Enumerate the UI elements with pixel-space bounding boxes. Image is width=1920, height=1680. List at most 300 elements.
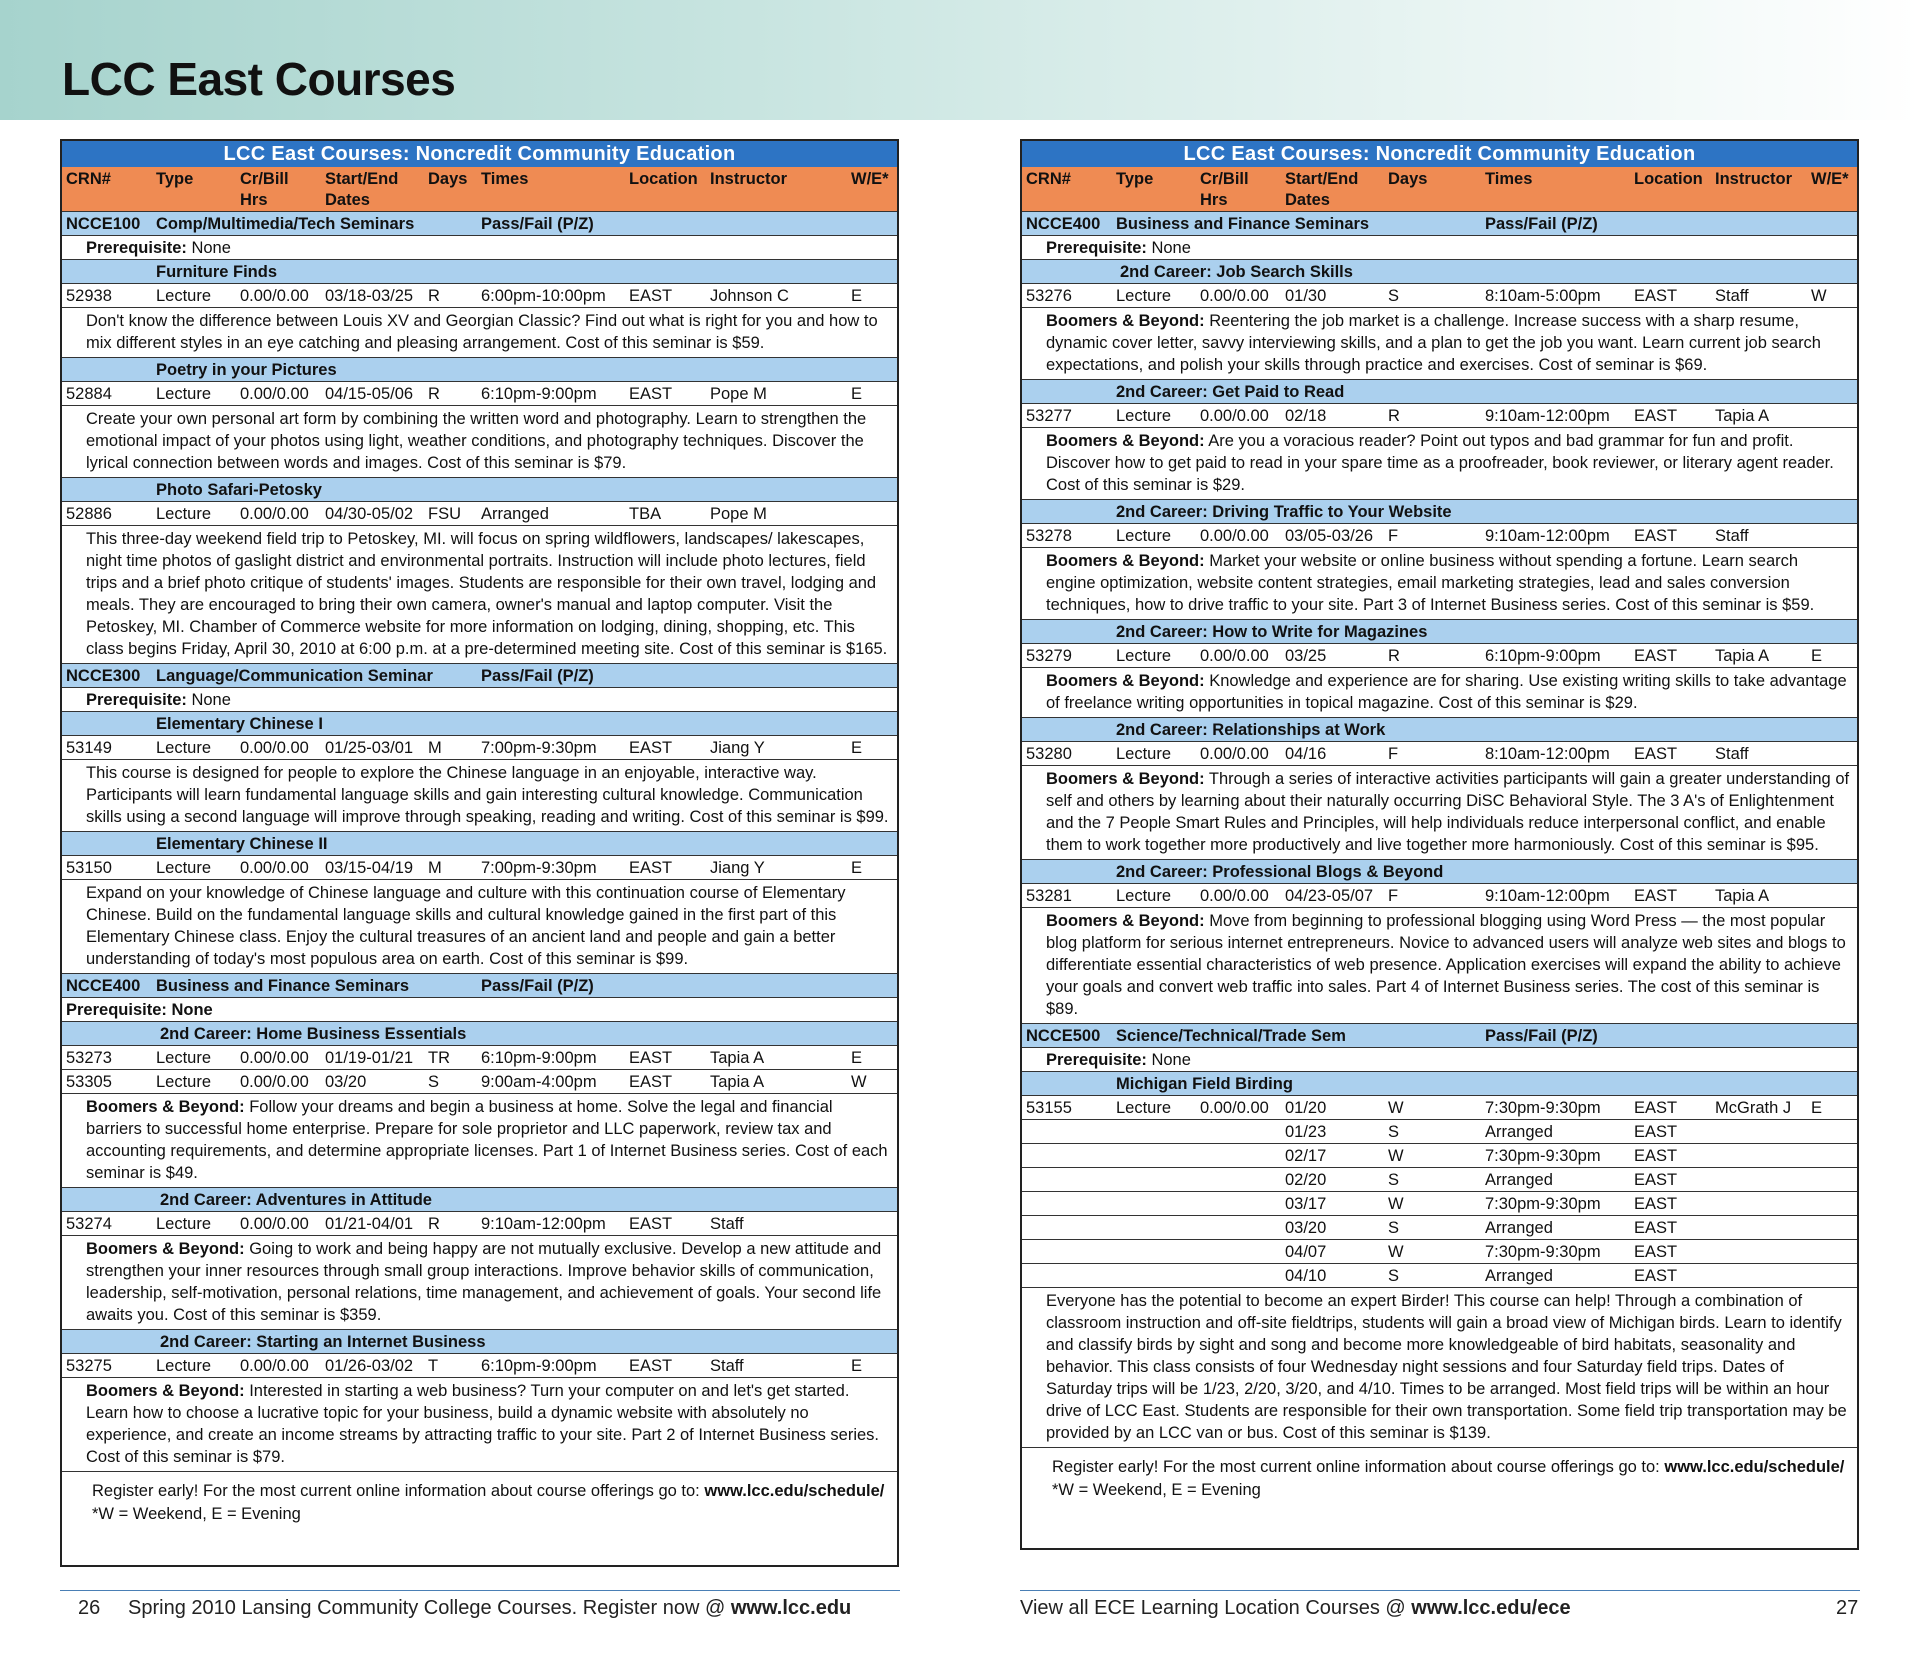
section-title-row [1022,860,1857,884]
crn: 53150 [66,859,112,877]
section-title: Elementary Chinese II [156,835,328,853]
location: EAST [1634,745,1678,763]
prereq-value: None [1151,239,1191,257]
col-crbill: Cr/Bill [240,170,289,188]
hrs: 0.00/0.00 [240,1357,309,1375]
location: EAST [1634,527,1678,545]
dates: 04/10 [1285,1267,1327,1285]
instructor: McGrath J [1715,1099,1792,1117]
we: W [851,1073,867,1091]
prereq-row [1022,1048,1857,1072]
days: R [428,385,440,403]
times: 7:30pm-9:30pm [1485,1195,1601,1213]
section-title: Elementary Chinese I [156,715,323,733]
table-row [1022,644,1857,668]
crn: 53278 [1026,527,1072,545]
days: S [1388,1267,1400,1285]
register-note [62,1472,897,1530]
days: S [1388,1171,1400,1189]
course-description [62,1094,897,1188]
days: M [428,739,442,757]
hrs: 0.00/0.00 [240,505,309,523]
times: 6:10pm-9:00pm [481,385,597,403]
course-description [1022,548,1857,620]
table-row [62,382,897,406]
dates: 02/17 [1285,1147,1327,1165]
days: R [1388,407,1400,425]
location: EAST [1634,887,1678,905]
hrs: 0.00/0.00 [1200,407,1269,425]
session-row [1022,1168,1857,1192]
location: EAST [629,1215,673,1233]
col-crn: CRN# [1026,170,1071,188]
instructor: Jiang Y [710,739,765,757]
description-text: Reentering the job market is a challenge. Increase success with a sharp resume, dynamic cover letter, savvy interviewing skills, and a plan to get the job you want. Learn current job search expectations, and polish your skills through practice and exercises. Cost of seminar is $69. [1046,312,1821,374]
crn: 53305 [66,1073,112,1091]
description-text: Interested in starting a web business? Turn your computer on and let's get started. Learn how to choose a lucrative topic for your business, build a dynamic website with absolutely no experience, and create an income streams by attracting traffic to your site. Part 2 of Internet Business series. Cost of this seminar is $79. [86,1382,879,1466]
dates: 01/20 [1285,1099,1327,1117]
footer-right [1020,1597,1571,1620]
we: E [851,385,863,403]
description-text: Are you a voracious reader? Point out typos and bad grammar for fun and profit. Discover how to get paid to read in your spare time as a proofreader, book reviewer, or literary agent reader. Cost of this seminar is $29. [1046,432,1834,494]
col-type: Type [156,170,194,188]
instructor: Tapia A [710,1049,765,1067]
col-crbill: Cr/Bill [1200,170,1249,188]
course-description [62,1378,897,1472]
dates: 03/18-03/25 [325,287,414,305]
prereq-label: Prerequisite: [1046,1051,1147,1069]
location: EAST [1634,1123,1678,1141]
days: S [1388,1219,1400,1237]
hrs: 0.00/0.00 [1200,527,1269,545]
days: W [1388,1099,1404,1117]
course-name: Business and Finance Seminars [1116,215,1370,233]
dates: 01/19-01/21 [325,1049,414,1067]
crn: 53280 [1026,745,1072,763]
table-row [62,284,897,308]
course-name: Science/Technical/Trade Sem [1116,1027,1346,1045]
boomers-label: Boomers & Beyond: [1046,672,1205,690]
course-row [62,664,897,688]
crn: 53281 [1026,887,1072,905]
type: Lecture [1116,647,1172,665]
dates: 01/30 [1285,287,1327,305]
session-row [1022,1192,1857,1216]
type: Lecture [156,505,212,523]
instructor: Pope M [710,505,767,523]
page-number-right: 27 [1836,1597,1859,1619]
location: EAST [1634,647,1678,665]
times: 6:10pm-9:00pm [1485,647,1601,665]
course-table-left [60,139,899,1567]
session-row [1022,1240,1857,1264]
type: Lecture [156,1215,212,1233]
course-row [62,974,897,998]
days: R [428,287,440,305]
course-description: Create your own personal art form by combining the written word and photography. Learn to strengthen the emotional impact of your photos using light, weather conditions, and photography techniques. Discover the lyrical connection between words and images. Cost of this seminar is $79. [62,406,897,478]
dates: 03/20 [325,1073,367,1091]
we: E [1811,647,1823,665]
footer-rule-right [1020,1590,1860,1591]
hrs: 0.00/0.00 [1200,887,1269,905]
days: S [1388,287,1400,305]
table-row [62,736,897,760]
prereq-label: Prerequisite: [86,691,187,709]
page-number: 26 [78,1597,101,1619]
description-text: Follow your dreams and begin a business at home. Solve the legal and financial barriers to successful home enterprise. Prepare for sole proprietor and LLC paperwork, review tax and accounting requirements, and determine appropriate licenses. Part 1 of Internet Business series. Cost of each seminar is $49. [86,1098,888,1182]
location: EAST [1634,1195,1678,1213]
section-title-row [62,1330,897,1354]
hrs: 0.00/0.00 [240,287,309,305]
course-row [1022,1024,1857,1048]
times: Arranged [481,505,549,523]
course-description: Expand on your knowledge of Chinese language and culture with this continuation course of Elementary Chinese. Build on the fundamental language skills and cultural knowledge gained in the first part of this Elementary Chinese class. Enjoy the cultural treasures of an ancient land and people and gain a better understanding of today's most populous area on earth. Cost of this seminar is $99. [62,880,897,974]
course-name: Comp/Multimedia/Tech Seminars [156,215,415,233]
location: EAST [1634,1267,1678,1285]
instructor: Johnson C [710,287,789,305]
section-title-row [1022,1072,1857,1096]
section-title: Furniture Finds [156,263,277,281]
session-row [1022,1144,1857,1168]
col-crn: CRN# [66,170,111,188]
location: EAST [1634,407,1678,425]
panel-title: LCC East Courses: Noncredit Community Education [62,141,897,167]
days: R [428,1215,440,1233]
boomers-label: Boomers & Beyond: [1046,312,1205,330]
table-row [1022,524,1857,548]
location: EAST [629,739,673,757]
days: R [1388,647,1400,665]
times: Arranged [1485,1123,1553,1141]
col-times: Times [481,170,529,188]
dates: 03/17 [1285,1195,1327,1213]
panel-title: LCC East Courses: Noncredit Community Education [1022,141,1857,167]
location: EAST [629,385,673,403]
schedule-link[interactable]: www.lcc.edu/schedule/ [1664,1458,1845,1476]
section-title-row [62,1188,897,1212]
times: 8:10am-5:00pm [1485,287,1601,305]
crn: 53275 [66,1357,112,1375]
times: 9:10am-12:00pm [481,1215,606,1233]
course-code: NCCE400 [66,977,141,995]
legend: *W = Weekend, E = Evening [1052,1481,1261,1499]
section-title: Michigan Field Birding [1116,1075,1293,1093]
days: F [1388,527,1399,545]
times: 9:10am-12:00pm [1485,407,1610,425]
times: Arranged [1485,1267,1553,1285]
course-description: This three-day weekend field trip to Petoskey, MI. will focus on spring wildflowers, landscapes/ lakescapes, night time photos of gaslight district and environmental portraits. Instruction will include photo lectures, field trips and a brief photo critique of students' images. Students are responsible for their own travel, lodging and meals. They are encouraged to bring their own camera, owner's manual and laptop computer. Visit the Petoskey, MI. Chamber of Commerce website for more information on lodging, dining, shopping, etc. This class begins Friday, April 30, 2010 at 6:00 p.m. at a pre-determined meeting site. Cost of this seminar is $165. [62,526,897,664]
section-title: 2nd Career: Home Business Essentials [160,1025,467,1043]
session-row [1022,1120,1857,1144]
days: FSU [428,505,461,523]
instructor: Jiang Y [710,859,765,877]
instructor: Tapia A [1715,407,1770,425]
days: T [428,1357,439,1375]
hrs: 0.00/0.00 [240,1073,309,1091]
type: Lecture [1116,407,1172,425]
we: E [851,739,863,757]
course-name: Language/Communication Seminar [156,667,433,685]
dates: 04/30-05/02 [325,505,414,523]
section-title-row [62,358,897,382]
hrs: 0.00/0.00 [240,859,309,877]
table-row [1022,404,1857,428]
table-row [62,1070,897,1094]
crn: 52884 [66,385,112,403]
times: 7:30pm-9:30pm [1485,1147,1601,1165]
session-row [1022,1264,1857,1288]
footer-text: View all ECE Learning Location Courses @ [1020,1597,1406,1619]
times: 6:10pm-9:00pm [481,1357,597,1375]
description-text: Market your website or online business without spending a fortune. Learn search engine optimization, website content strategies, email marketing strategies, lead and sales conversion techniques, how to drive traffic to your site. Part 3 of Internet Business series. Cost of this seminar is $59. [1046,552,1815,614]
col-we: W/E* [851,170,889,188]
register-text: Register early! For the most current online information about course offerings go to: [1052,1458,1660,1476]
course-grading: Pass/Fail (P/Z) [1485,215,1598,233]
course-name: Business and Finance Seminars [156,977,410,995]
course-description [1022,668,1857,718]
crn: 53273 [66,1049,112,1067]
times: 7:30pm-9:30pm [1485,1243,1601,1261]
type: Lecture [1116,887,1172,905]
boomers-label: Boomers & Beyond: [1046,912,1205,930]
col-days: Days [1388,170,1428,188]
course-table-right [1020,139,1859,1550]
section-title: 2nd Career: Starting an Internet Business [160,1333,486,1351]
section-title: Poetry in your Pictures [156,361,337,379]
table-header [1022,167,1857,212]
course-grading: Pass/Fail (P/Z) [481,215,594,233]
boomers-label: Boomers & Beyond: [86,1098,245,1116]
ece-link[interactable]: www.lcc.edu/ece [1411,1597,1571,1619]
prereq-row [62,688,897,712]
type: Lecture [156,385,212,403]
days: M [428,859,442,877]
footer-left [78,1597,851,1620]
col-we: W/E* [1811,170,1849,188]
location: EAST [629,1357,673,1375]
type: Lecture [1116,527,1172,545]
section-title-row [1022,718,1857,742]
crn: 53155 [1026,1099,1072,1117]
col-startend: Start/End [325,170,399,188]
course-code: NCCE400 [1026,215,1101,233]
boomers-label: Boomers & Beyond: [1046,552,1205,570]
prereq-value: None [1151,1051,1191,1069]
description-text: Through a series of interactive activities participants will gain a greater understanding of self and others by learning about their naturally occurring DiSC Behavioral Style. The 3 A's of Enlightenment and the 7 People Smart Rules and Principles, will help individuals reduce interpersonal conflict, and enable them to work together more productively and live together more harmoniously. Cost of this seminar is $95. [1046,770,1850,854]
location: TBA [629,505,662,523]
table-row [62,1212,897,1236]
dates: 02/20 [1285,1171,1327,1189]
location: EAST [1634,1243,1678,1261]
description-text: Knowledge and experience are for sharing. Use existing writing skills to take advantage of freelance writing opportunities in topical magazine. Cost of this seminar is $29. [1046,672,1847,712]
hrs: 0.00/0.00 [240,385,309,403]
section-title-row [62,260,897,284]
hrs: 0.00/0.00 [1200,647,1269,665]
location: EAST [1634,1171,1678,1189]
section-title-row [1022,380,1857,404]
course-grading: Pass/Fail (P/Z) [481,977,594,995]
section-title-row [62,478,897,502]
crn: 53274 [66,1215,112,1233]
times: 7:00pm-9:30pm [481,859,597,877]
course-description [1022,766,1857,860]
dates: 04/23-05/07 [1285,887,1374,905]
footer-rule-left [60,1590,900,1591]
days: W [1388,1195,1404,1213]
prereq-value: None [191,691,231,709]
table-row [1022,284,1857,308]
days: S [428,1073,440,1091]
section-title: 2nd Career: Adventures in Attitude [160,1191,432,1209]
instructor: Staff [710,1215,744,1233]
days: F [1388,887,1399,905]
hrs: 0.00/0.00 [240,1215,309,1233]
course-code: NCCE100 [66,215,141,233]
course-description [1022,308,1857,380]
prereq-label: Prerequisite: [66,1001,167,1019]
crn: 53277 [1026,407,1072,425]
description-text: Move from beginning to professional blogging using Word Press — the most popular blog platform for serious internet entrepreneurs. Novice to advanced users will analyze web sites and blogs to differentiate essential characteristics of web presence. Application exercises will expand the ability to achieve your goals and convert web traffic into sales. Part 4 of Internet Business series. The cost of this seminar is $89. [1046,912,1846,1018]
dates: 01/23 [1285,1123,1327,1141]
times: 8:10am-12:00pm [1485,745,1610,763]
dates: 04/16 [1285,745,1327,763]
instructor: Staff [1715,287,1749,305]
lcc-link[interactable]: www.lcc.edu [730,1597,852,1619]
register-note [1022,1448,1857,1506]
course-description: Don't know the difference between Louis XV and Georgian Classic? Find out what is right for you and how to mix different styles in an eye catching and pleasing arrangement. Cost of this seminar is $59. [62,308,897,358]
section-title-row [62,712,897,736]
section-title-row [62,1022,897,1046]
prereq-label: Prerequisite: [1046,239,1147,257]
days: S [1388,1123,1400,1141]
section-title: 2nd Career: Job Search Skills [1120,263,1353,281]
times: 9:10am-12:00pm [1485,527,1610,545]
section-title-row [1022,500,1857,524]
prereq-row [62,236,897,260]
table-row [1022,742,1857,766]
location: EAST [1634,1147,1678,1165]
schedule-link[interactable]: www.lcc.edu/schedule/ [704,1482,885,1500]
we: E [1811,1099,1823,1117]
prereq-row [62,998,897,1022]
col-dates: Dates [325,191,370,209]
section-title-row [1022,620,1857,644]
times: Arranged [1485,1171,1553,1189]
instructor: Tapia A [1715,887,1770,905]
location: EAST [1634,1099,1678,1117]
dates: 03/20 [1285,1219,1327,1237]
dates: 02/18 [1285,407,1327,425]
col-times: Times [1485,170,1533,188]
instructor: Tapia A [1715,647,1770,665]
dates: 04/15-05/06 [325,385,414,403]
times: 7:30pm-9:30pm [1485,1099,1601,1117]
course-description [62,1236,897,1330]
hrs: 0.00/0.00 [1200,1099,1269,1117]
dates: 01/25-03/01 [325,739,414,757]
col-instructor: Instructor [1715,170,1793,188]
times: Arranged [1485,1219,1553,1237]
prereq-value: None [171,1001,213,1019]
col-hrs: Hrs [240,191,268,209]
col-location: Location [1634,170,1703,188]
boomers-label: Boomers & Beyond: [86,1382,245,1400]
page-title: LCC East Courses [62,53,456,105]
times: 6:00pm-10:00pm [481,287,606,305]
instructor: Staff [710,1357,744,1375]
days: W [1388,1243,1404,1261]
section-title-row [62,832,897,856]
days: W [1388,1147,1404,1165]
boomers-label: Boomers & Beyond: [86,1240,245,1258]
table-row [62,1046,897,1070]
table-row [62,856,897,880]
we: E [851,287,863,305]
col-startend: Start/End [1285,170,1359,188]
dates: 03/15-04/19 [325,859,414,877]
table-header [62,167,897,212]
course-description [1022,908,1857,1024]
course-code: NCCE500 [1026,1027,1101,1045]
type: Lecture [156,1073,212,1091]
type: Lecture [156,1049,212,1067]
type: Lecture [1116,1099,1172,1117]
col-hrs: Hrs [1200,191,1228,209]
course-description: This course is designed for people to explore the Chinese language in an enjoyable, interactive way. Participants will learn fundamental language skills and gain interesting cultural knowledge. Communication skills using a second language will improve through speaking, reading and writing. Cost of this seminar is $99. [62,760,897,832]
times: 7:00pm-9:30pm [481,739,597,757]
dates: 04/07 [1285,1243,1327,1261]
dates: 03/25 [1285,647,1327,665]
course-code: NCCE300 [66,667,141,685]
prereq-row [1022,236,1857,260]
instructor: Pope M [710,385,767,403]
boomers-label: Boomers & Beyond: [1046,770,1205,788]
crn: 52886 [66,505,112,523]
course-grading: Pass/Fail (P/Z) [1485,1027,1598,1045]
table-row [1022,1096,1857,1120]
crn: 53149 [66,739,112,757]
legend: *W = Weekend, E = Evening [92,1505,301,1523]
times: 6:10pm-9:00pm [481,1049,597,1067]
hrs: 0.00/0.00 [1200,745,1269,763]
instructor: Staff [1715,527,1749,545]
table-row [1022,884,1857,908]
session-row [1022,1216,1857,1240]
course-description: Everyone has the potential to become an expert Birder! This course can help! Through a combination of classroom instruction and off-site fieldtrips, students will gain a broad view of Michigan birds. Learn to identify and classify birds by sight and song and become more knowledgeable of bird habitats, seasonality and behavior. This class consists of four Wednesday night sessions and four Saturday field trips. Dates of Saturday trips will be 1/23, 2/20, 3/20, and 4/10. Times to be arranged. Most field trips will be within an hour drive of LCC East. Students are responsible for their own transportation. Some field trip transportation may be provided by an LCC van or bus. Cost of this seminar is $139. [1022,1288,1857,1448]
prereq-label: Prerequisite: [86,239,187,257]
crn: 53279 [1026,647,1072,665]
course-grading: Pass/Fail (P/Z) [481,667,594,685]
hrs: 0.00/0.00 [240,1049,309,1067]
location: EAST [629,1049,673,1067]
location: EAST [629,1073,673,1091]
we: E [851,1357,863,1375]
col-days: Days [428,170,468,188]
we: W [1811,287,1827,305]
dates: 03/05-03/26 [1285,527,1374,545]
crn: 52938 [66,287,112,305]
location: EAST [629,859,673,877]
course-row [62,212,897,236]
section-title: 2nd Career: Relationships at Work [1116,721,1386,739]
dates: 01/21-04/01 [325,1215,414,1233]
type: Lecture [156,859,212,877]
type: Lecture [156,739,212,757]
footer-text: Spring 2010 Lansing Community College Courses. Register now @ [128,1597,726,1619]
instructor: Tapia A [710,1073,765,1091]
type: Lecture [1116,287,1172,305]
course-description [1022,428,1857,500]
